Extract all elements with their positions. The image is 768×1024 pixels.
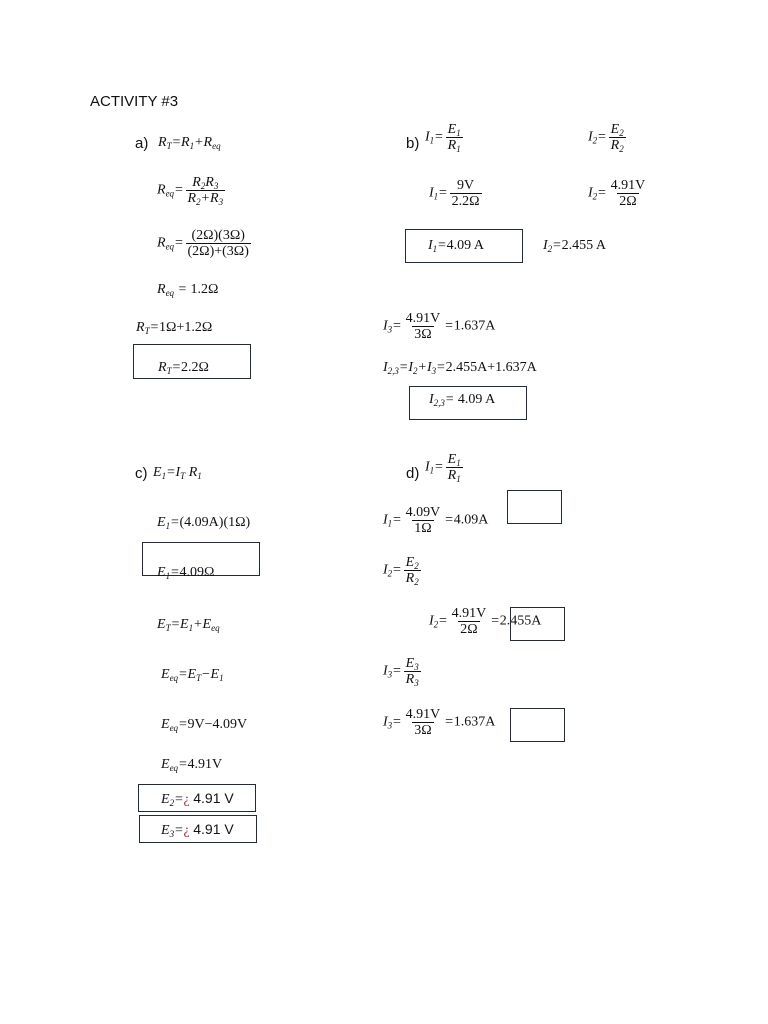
eq-d-i2-subst: $I_2=$ $\frac{4.91V}{2\Omega}$ =2.455A xyxy=(429,606,542,637)
eq-c-e1-value: $E_1=4.09\Omega$ xyxy=(157,565,215,581)
label-d: d) xyxy=(406,465,420,482)
eq-d-i3-formula: $I_3=$ $\frac{E_3}{R_3}$ xyxy=(383,656,419,688)
label-a: a) xyxy=(135,135,149,152)
eq-d-i3-subst: $I_3=$ $\frac{4.91V}{3\Omega}$ =1.637A xyxy=(383,707,496,738)
eq-c-et-def: $E_T=E_1+E_{eq}$ xyxy=(157,617,220,633)
eq-b-i23-sum: $I_{2,3}=I_2+I_3=2.455A+1.637A$ xyxy=(383,360,537,376)
eq-a-rt-sum: $R_T=1\Omega+1.2\Omega$ xyxy=(136,320,213,336)
eq-c-e2-value: $E_2=¿$ 4.91 V xyxy=(161,790,234,808)
label-c: c) xyxy=(135,465,148,482)
eq-b-i2-value: $I_2=2.455$ A xyxy=(543,238,606,254)
eq-a-req-value: $R_{eq} = 1.2\Omega$ xyxy=(157,282,219,298)
eq-b-i1-formula: $I_1=$ $\frac{E_1}{R_1}$ xyxy=(425,122,461,154)
eq-d-i1-formula: $I_1=$ $\frac{E_1}{R_1}$ xyxy=(425,452,461,484)
eq-c-e1-def: $E_1=I_T$ $R_1$ xyxy=(153,465,202,481)
eq-b-i23-value: $I_{2,3}= 4.09$ A xyxy=(429,392,496,408)
eq-c-eeq-subst: $E_{eq}=9V-4.09V$ xyxy=(161,717,248,733)
eq-a-req-formula: $R_{eq}=$ $\frac{R_2R_3}{R_2+R_3}$ xyxy=(157,175,224,207)
eq-c-e1-subst: $E_1=(4.09A)(1\Omega)$ xyxy=(157,515,251,531)
eq-a-req-subst: $R_{eq}=$ $\frac{(2\Omega)(3\Omega)}{(2\Omega)+(3\Omega)}$ xyxy=(157,228,249,259)
label-b: b) xyxy=(406,135,420,152)
eq-d-i2-formula: $I_2=$ $\frac{E_2}{R_2}$ xyxy=(383,555,419,587)
eq-d-i1-subst: $I_1=$ $\frac{4.09V}{1\Omega}$ =4.09A xyxy=(383,505,489,536)
page-title: ACTIVITY #3 xyxy=(90,93,179,110)
eq-b-i2-formula: $I_2=$ $\frac{E_2}{R_2}$ xyxy=(588,122,624,154)
eq-c-eeq-def: $E_{eq}=E_T-E_1$ xyxy=(161,667,224,683)
eq-b-i1-subst: $I_1=$ $\frac{9V}{2.2\Omega}$ xyxy=(429,178,480,209)
eq-b-i3: $I_3=$ $\frac{4.91V}{3\Omega}$ =1.637A xyxy=(383,311,496,342)
eq-b-i2-subst: $I_2=$ $\frac{4.91V}{2\Omega}$ xyxy=(588,178,646,209)
eq-b-i1-value: $I_1=4.09$ A xyxy=(428,238,484,254)
eq-a-rt-value: $R_T=2.2\Omega$ xyxy=(158,360,209,376)
answer-box-d-i3 xyxy=(510,708,565,742)
answer-box-d-i1 xyxy=(507,490,562,524)
eq-a-rt-def: $R_T=R_1+R_{eq}$ xyxy=(158,135,221,151)
eq-c-e3-value: $E_3=¿$ 4.91 V xyxy=(161,821,234,839)
answer-box-d-i2 xyxy=(510,607,565,641)
eq-c-eeq-value: $E_{eq}=4.91V$ xyxy=(161,757,223,773)
